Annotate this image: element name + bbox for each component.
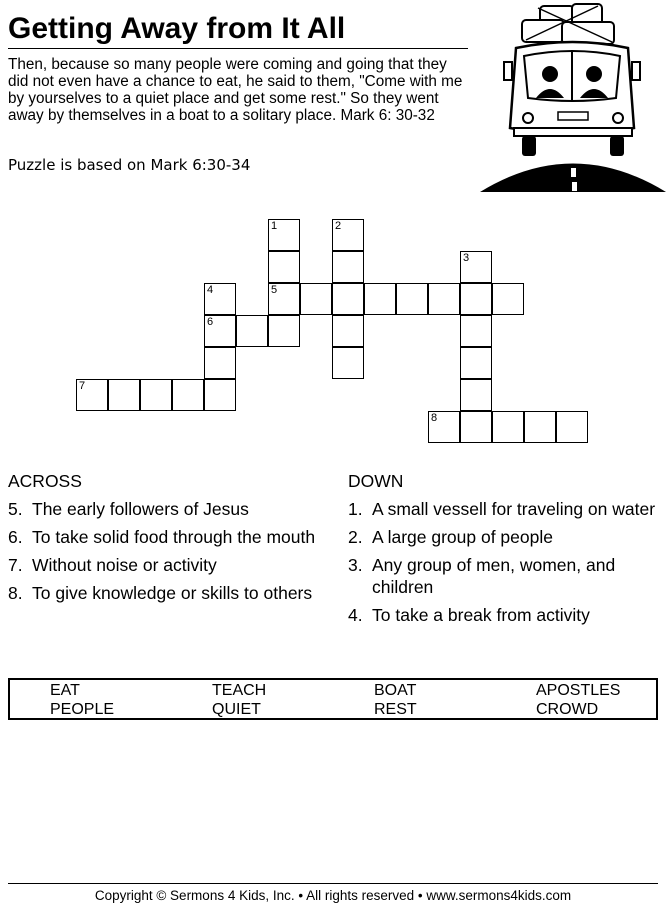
grid-cell[interactable]	[300, 283, 332, 315]
page-title: Getting Away from It All	[8, 12, 468, 49]
clue-item	[348, 604, 658, 626]
clue-num: 5.	[8, 499, 23, 519]
clue-number: 5	[271, 284, 278, 296]
clue-number: 1	[271, 220, 278, 232]
clue-text: Without noise or activity	[32, 555, 217, 575]
grid-cell[interactable]	[204, 283, 236, 315]
grid-cell[interactable]	[268, 219, 300, 251]
grid-cell[interactable]	[460, 411, 492, 443]
clue-item	[8, 554, 328, 576]
word-bank-item: CROWD	[536, 701, 599, 718]
clue-text: To take a break from activity	[372, 605, 590, 625]
clue-text: To take solid food through the mouth	[32, 527, 316, 547]
clue-number: 4	[207, 284, 214, 296]
word-bank-item: QUIET	[212, 701, 261, 718]
clue-num: 7.	[8, 555, 23, 575]
clue-item	[8, 526, 328, 548]
grid-cell[interactable]	[492, 411, 524, 443]
grid-cell[interactable]	[268, 283, 300, 315]
clue-number: 8	[431, 412, 438, 424]
grid-cell[interactable]	[204, 347, 236, 379]
word-bank-item: BOAT	[374, 682, 417, 699]
grid-cell[interactable]	[140, 379, 172, 411]
word-bank-item: APOSTLES	[536, 682, 621, 699]
grid-cell[interactable]	[268, 315, 300, 347]
word-bank-item: REST	[374, 701, 417, 718]
grid-cell[interactable]	[172, 379, 204, 411]
clue-num: 3.	[348, 555, 363, 575]
grid-cell[interactable]	[204, 379, 236, 411]
grid-cell[interactable]	[396, 283, 428, 315]
grid-cell[interactable]	[236, 315, 268, 347]
clue-num: 6.	[8, 527, 23, 547]
grid-cell[interactable]	[332, 347, 364, 379]
clue-number: 3	[463, 252, 470, 264]
grid-cell[interactable]	[428, 283, 460, 315]
grid-cell[interactable]	[524, 411, 556, 443]
grid-cell[interactable]	[492, 283, 524, 315]
clue-num: 2.	[348, 527, 363, 547]
grid-cell[interactable]	[460, 347, 492, 379]
grid-cell[interactable]	[332, 315, 364, 347]
grid-cell[interactable]	[460, 251, 492, 283]
clue-number: 6	[207, 316, 214, 328]
scripture-verse: Then, because so many people were coming and going that they did not even have a chance to eat, he said to them, "Come with me by yourselves to a quiet place and get some rest." So they went away by themselves in a boat to a solitary place. Mark 6: 30-32	[8, 56, 463, 124]
grid-cell[interactable]	[428, 411, 460, 443]
grid-cell[interactable]	[556, 411, 588, 443]
grid-cell[interactable]	[332, 219, 364, 251]
grid-cell[interactable]	[364, 283, 396, 315]
bus-on-road-illustration	[478, 0, 668, 195]
across-heading: ACROSS	[8, 471, 82, 491]
clue-text: To give knowledge or skills to others	[32, 583, 313, 603]
clue-item	[8, 498, 328, 520]
clue-text: The early followers of Jesus	[32, 499, 249, 519]
grid-cell[interactable]	[332, 283, 364, 315]
puzzle-basis: Puzzle is based on Mark 6:30-34	[8, 156, 251, 174]
word-bank-item: EAT	[50, 682, 80, 699]
clue-item	[348, 498, 658, 520]
down-heading: DOWN	[348, 471, 404, 491]
clue-text: A large group of people	[372, 527, 553, 547]
clue-num: 4.	[348, 605, 363, 625]
across-clues	[8, 470, 328, 610]
down-clues	[348, 470, 658, 632]
clue-num: 8.	[8, 583, 23, 603]
clue-num: 1.	[348, 499, 363, 519]
grid-cell[interactable]	[108, 379, 140, 411]
clue-item	[8, 582, 328, 604]
clue-text: Any group of men, women, and children	[372, 555, 616, 597]
clue-item	[348, 526, 658, 548]
word-bank-item: TEACH	[212, 682, 267, 699]
grid-cell[interactable]	[460, 379, 492, 411]
clue-item	[348, 554, 658, 598]
grid-cell[interactable]	[268, 251, 300, 283]
word-bank-item: PEOPLE	[50, 701, 115, 718]
clue-text: A small vessell for traveling on water	[372, 499, 656, 519]
clue-number: 2	[335, 220, 342, 232]
clue-number: 7	[79, 380, 86, 392]
grid-cell[interactable]	[460, 283, 492, 315]
grid-cell[interactable]	[204, 315, 236, 347]
copyright-footer: Copyright © Sermons 4 Kids, Inc. • All rights reserved • www.sermons4kids.com	[8, 883, 658, 903]
grid-cell[interactable]	[460, 315, 492, 347]
grid-cell[interactable]	[332, 251, 364, 283]
grid-cell[interactable]	[76, 379, 108, 411]
word-bank	[8, 678, 658, 720]
